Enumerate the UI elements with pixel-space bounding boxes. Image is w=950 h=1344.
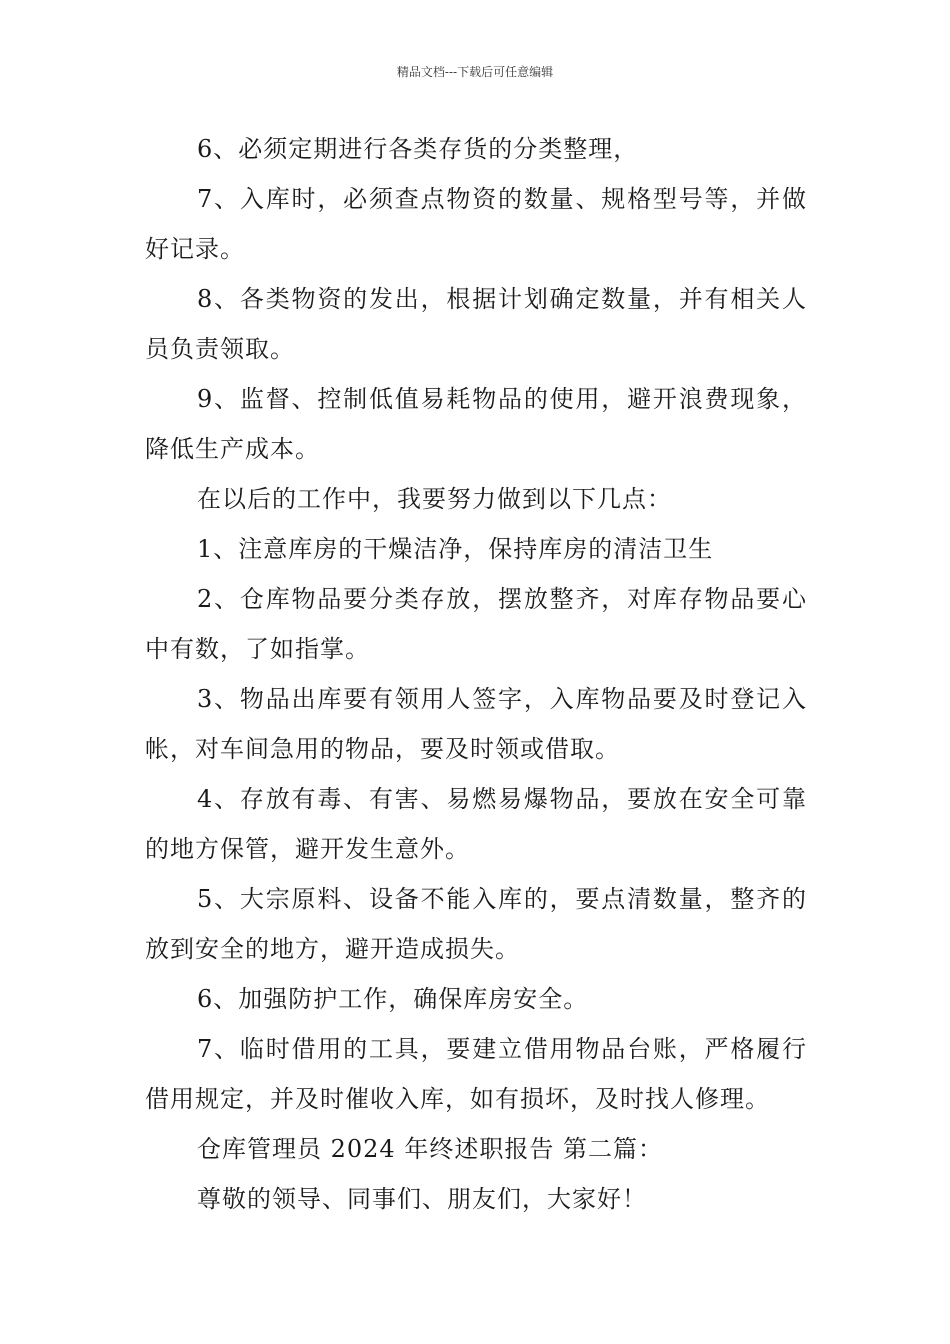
paragraph-point-3: 3、物品出库要有领用人签字，入库物品要及时登记入帐，对车间急用的物品，要及时领或借取。 xyxy=(145,685,807,763)
paragraph-point-5: 5、大宗原料、设备不能入库的，要点清数量，整齐的放到安全的地方，避开造成损失。 xyxy=(145,885,807,963)
greeting-paragraph: 尊敬的领导、同事们、朋友们，大家好！ xyxy=(197,1185,647,1213)
document-body xyxy=(145,124,807,1224)
page-header: 精品文档---下载后可任意编辑 xyxy=(396,65,554,79)
paragraph-item-8-outbound: 8、各类物资的发出，根据计划确定数量，并有相关人员负责领取。 xyxy=(145,285,807,363)
paragraph-point-4: 4、存放有毒、有害、易燃易爆物品，要放在安全可靠的地方保管，避开发生意外。 xyxy=(145,785,807,863)
paragraph-item-7-inbound: 7、入库时，必须查点物资的数量、规格型号等，并做好记录。 xyxy=(145,185,807,263)
paragraph-point-6: 6、加强防护工作，确保库房安全。 xyxy=(197,985,589,1013)
paragraph-item-6-sorting: 6、必须定期进行各类存货的分类整理， xyxy=(197,135,639,163)
paragraph-point-2: 2、仓库物品要分类存放，摆放整齐，对库存物品要心中有数，了如指掌。 xyxy=(145,585,807,663)
paragraph-point-1: 1、注意库房的干燥洁净，保持库房的清洁卫生 xyxy=(197,535,714,563)
paragraph-point-7: 7、临时借用的工具，要建立借用物品台账，严格履行借用规定，并及时催收入库，如有损坏，及时找人修理。 xyxy=(145,1035,807,1113)
section-title-part-two: 仓库管理员 2024 年终述职报告 第二篇： xyxy=(197,1135,663,1163)
paragraph-future-work-intro: 在以后的工作中，我要努力做到以下几点： xyxy=(197,485,672,513)
paragraph-item-9-supervision: 9、监督、控制低值易耗物品的使用，避开浪费现象，降低生产成本。 xyxy=(145,385,807,463)
